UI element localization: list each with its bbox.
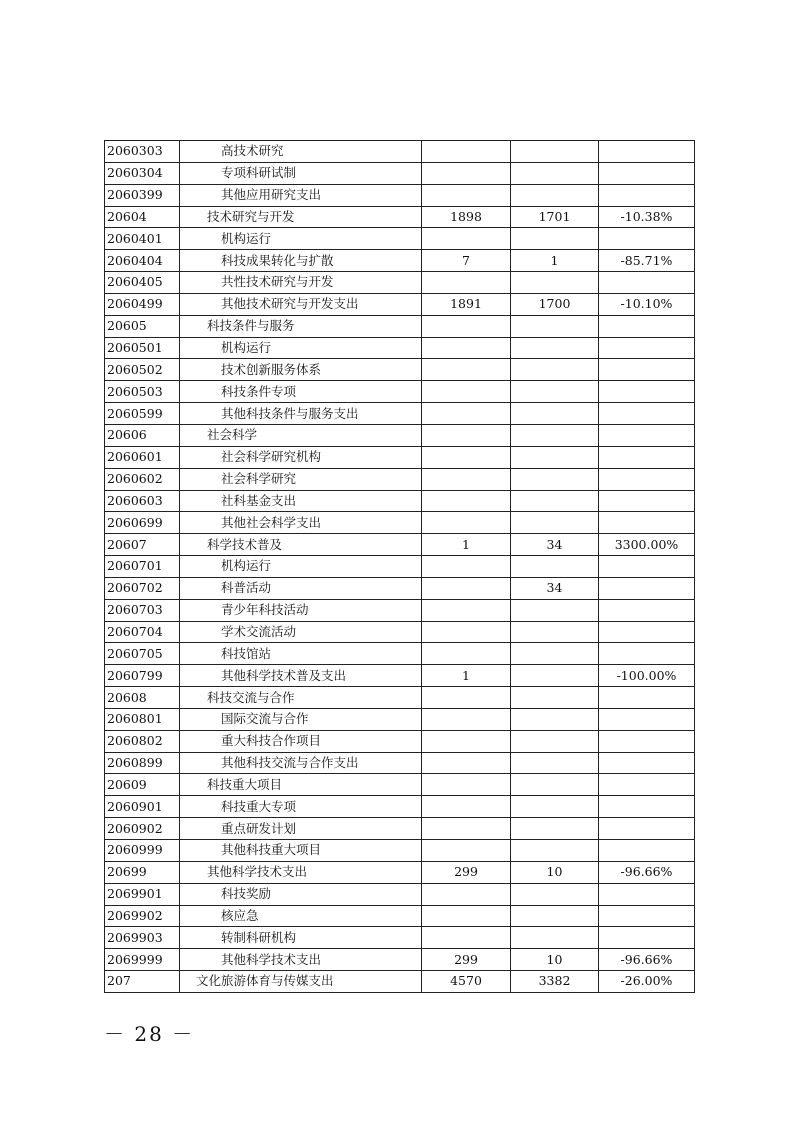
change-rate-cell (599, 927, 695, 949)
value-current-cell (511, 599, 599, 621)
value-current-cell (511, 665, 599, 687)
value-previous-cell (422, 927, 511, 949)
change-rate-cell (599, 424, 695, 446)
table-row (105, 818, 695, 840)
subject-code-cell: 2060603 (105, 490, 180, 512)
subject-name-cell: 技术创新服务体系 (180, 359, 422, 381)
table-row (105, 730, 695, 752)
value-current-cell: 10 (511, 861, 599, 883)
subject-name-cell: 其他社会科学支出 (180, 512, 422, 534)
change-rate-cell (599, 621, 695, 643)
value-previous-cell (422, 905, 511, 927)
value-previous-cell: 1 (422, 665, 511, 687)
subject-code-cell: 2060802 (105, 730, 180, 752)
change-rate-cell (599, 490, 695, 512)
change-rate-cell (599, 599, 695, 621)
subject-name-cell: 转制科研机构 (180, 927, 422, 949)
table-row (105, 424, 695, 446)
table-row (105, 577, 695, 599)
table-row (105, 162, 695, 184)
subject-code-cell: 2060399 (105, 184, 180, 206)
value-previous-cell (422, 490, 511, 512)
subject-code-cell: 2060699 (105, 512, 180, 534)
subject-code-cell: 2060404 (105, 250, 180, 272)
value-current-cell: 1 (511, 250, 599, 272)
value-current-cell (511, 228, 599, 250)
value-previous-cell (422, 599, 511, 621)
subject-code-cell: 20608 (105, 687, 180, 709)
subject-name-cell: 社科基金支出 (180, 490, 422, 512)
change-rate-cell: -26.00% (599, 971, 695, 993)
table-row (105, 643, 695, 665)
change-rate-cell (599, 883, 695, 905)
value-previous-cell (422, 577, 511, 599)
value-previous-cell: 4570 (422, 971, 511, 993)
subject-code-cell: 20606 (105, 424, 180, 446)
table-row (105, 534, 695, 556)
subject-name-cell: 其他科学技术支出 (180, 861, 422, 883)
table-row (105, 228, 695, 250)
subject-code-cell: 20609 (105, 774, 180, 796)
table-row (105, 949, 695, 971)
change-rate-cell (599, 643, 695, 665)
value-previous-cell (422, 162, 511, 184)
subject-code-cell: 2060702 (105, 577, 180, 599)
value-current-cell (511, 643, 599, 665)
value-previous-cell (422, 468, 511, 490)
subject-code-cell: 2060503 (105, 381, 180, 403)
table-row (105, 403, 695, 425)
change-rate-cell (599, 272, 695, 294)
change-rate-cell: -100.00% (599, 665, 695, 687)
subject-code-cell: 2069901 (105, 883, 180, 905)
value-previous-cell (422, 708, 511, 730)
table-row (105, 861, 695, 883)
subject-name-cell: 科学技术普及 (180, 534, 422, 556)
subject-code-cell: 2060899 (105, 752, 180, 774)
value-previous-cell (422, 512, 511, 534)
subject-code-cell: 2060599 (105, 403, 180, 425)
subject-code-cell: 2060801 (105, 708, 180, 730)
value-previous-cell (422, 141, 511, 163)
value-previous-cell (422, 752, 511, 774)
subject-name-cell: 文化旅游体育与传媒支出 (180, 971, 422, 993)
change-rate-cell (599, 752, 695, 774)
subject-name-cell: 社会科学研究机构 (180, 446, 422, 468)
value-current-cell: 3382 (511, 971, 599, 993)
change-rate-cell: -96.66% (599, 861, 695, 883)
value-current-cell (511, 184, 599, 206)
budget-table (104, 140, 695, 993)
subject-name-cell: 核应急 (180, 905, 422, 927)
value-previous-cell (422, 883, 511, 905)
value-current-cell: 10 (511, 949, 599, 971)
table-row (105, 206, 695, 228)
table-row (105, 621, 695, 643)
table-row (105, 752, 695, 774)
value-current-cell (511, 141, 599, 163)
subject-code-cell: 2060303 (105, 141, 180, 163)
subject-name-cell: 重大科技合作项目 (180, 730, 422, 752)
table-row (105, 796, 695, 818)
value-current-cell (511, 512, 599, 534)
table-row (105, 490, 695, 512)
table-row (105, 293, 695, 315)
value-previous-cell: 299 (422, 861, 511, 883)
subject-name-cell: 科技条件与服务 (180, 315, 422, 337)
subject-code-cell: 2060799 (105, 665, 180, 687)
change-rate-cell (599, 141, 695, 163)
value-current-cell (511, 752, 599, 774)
subject-name-cell: 科普活动 (180, 577, 422, 599)
change-rate-cell (599, 446, 695, 468)
value-current-cell (511, 381, 599, 403)
table-row (105, 599, 695, 621)
value-previous-cell: 7 (422, 250, 511, 272)
value-current-cell (511, 883, 599, 905)
subject-code-cell: 2060902 (105, 818, 180, 840)
subject-code-cell: 2060601 (105, 446, 180, 468)
subject-name-cell: 其他科学技术普及支出 (180, 665, 422, 687)
subject-code-cell: 20607 (105, 534, 180, 556)
subject-name-cell: 学术交流活动 (180, 621, 422, 643)
value-current-cell: 1701 (511, 206, 599, 228)
subject-name-cell: 科技条件专项 (180, 381, 422, 403)
value-current-cell (511, 774, 599, 796)
value-previous-cell (422, 796, 511, 818)
value-current-cell (511, 840, 599, 862)
table-row (105, 708, 695, 730)
table-row (105, 250, 695, 272)
subject-name-cell: 科技奖励 (180, 883, 422, 905)
table-row (105, 141, 695, 163)
subject-name-cell: 其他科技交流与合作支出 (180, 752, 422, 774)
value-previous-cell (422, 840, 511, 862)
subject-name-cell: 高技术研究 (180, 141, 422, 163)
subject-code-cell: 20605 (105, 315, 180, 337)
table-row (105, 883, 695, 905)
subject-code-cell: 207 (105, 971, 180, 993)
change-rate-cell: 3300.00% (599, 534, 695, 556)
subject-name-cell: 重点研发计划 (180, 818, 422, 840)
subject-name-cell: 社会科学 (180, 424, 422, 446)
table-body (105, 141, 695, 993)
change-rate-cell (599, 905, 695, 927)
table-row (105, 905, 695, 927)
value-current-cell (511, 272, 599, 294)
subject-code-cell: 2060405 (105, 272, 180, 294)
value-previous-cell (422, 315, 511, 337)
change-rate-cell (599, 840, 695, 862)
value-current-cell (511, 468, 599, 490)
table-row (105, 184, 695, 206)
table-row (105, 840, 695, 862)
subject-name-cell: 科技重大项目 (180, 774, 422, 796)
subject-code-cell: 2060499 (105, 293, 180, 315)
value-previous-cell (422, 184, 511, 206)
subject-code-cell: 2060304 (105, 162, 180, 184)
value-current-cell (511, 621, 599, 643)
change-rate-cell (599, 403, 695, 425)
change-rate-cell (599, 708, 695, 730)
subject-name-cell: 技术研究与开发 (180, 206, 422, 228)
value-previous-cell (422, 403, 511, 425)
value-previous-cell (422, 818, 511, 840)
table-row (105, 556, 695, 578)
value-previous-cell: 1 (422, 534, 511, 556)
change-rate-cell (599, 512, 695, 534)
subject-name-cell: 机构运行 (180, 337, 422, 359)
value-current-cell (511, 687, 599, 709)
value-current-cell: 1700 (511, 293, 599, 315)
value-current-cell (511, 446, 599, 468)
value-current-cell (511, 337, 599, 359)
table-row (105, 446, 695, 468)
subject-code-cell: 2069903 (105, 927, 180, 949)
table-row (105, 272, 695, 294)
value-current-cell (511, 556, 599, 578)
change-rate-cell (599, 162, 695, 184)
table-row (105, 687, 695, 709)
change-rate-cell (599, 184, 695, 206)
change-rate-cell (599, 468, 695, 490)
change-rate-cell: -85.71% (599, 250, 695, 272)
value-previous-cell (422, 359, 511, 381)
value-previous-cell (422, 424, 511, 446)
value-current-cell (511, 490, 599, 512)
subject-name-cell: 社会科学研究 (180, 468, 422, 490)
change-rate-cell (599, 228, 695, 250)
value-previous-cell (422, 643, 511, 665)
subject-name-cell: 机构运行 (180, 228, 422, 250)
table-row (105, 927, 695, 949)
value-current-cell (511, 796, 599, 818)
change-rate-cell (599, 315, 695, 337)
value-previous-cell (422, 730, 511, 752)
subject-code-cell: 2069999 (105, 949, 180, 971)
table-row (105, 468, 695, 490)
table-row (105, 971, 695, 993)
table-row (105, 359, 695, 381)
change-rate-cell (599, 359, 695, 381)
subject-name-cell: 科技馆站 (180, 643, 422, 665)
value-current-cell (511, 730, 599, 752)
subject-code-cell: 2060901 (105, 796, 180, 818)
table-row (105, 512, 695, 534)
value-previous-cell (422, 621, 511, 643)
table-row (105, 774, 695, 796)
change-rate-cell (599, 381, 695, 403)
subject-code-cell: 2060705 (105, 643, 180, 665)
change-rate-cell (599, 730, 695, 752)
subject-name-cell: 科技交流与合作 (180, 687, 422, 709)
change-rate-cell (599, 577, 695, 599)
subject-code-cell: 2060401 (105, 228, 180, 250)
value-current-cell (511, 424, 599, 446)
value-current-cell (511, 708, 599, 730)
change-rate-cell (599, 556, 695, 578)
value-previous-cell: 299 (422, 949, 511, 971)
value-current-cell (511, 403, 599, 425)
subject-name-cell: 其他科技重大项目 (180, 840, 422, 862)
subject-name-cell: 其他科技条件与服务支出 (180, 403, 422, 425)
table-row (105, 381, 695, 403)
subject-code-cell: 2060501 (105, 337, 180, 359)
value-current-cell (511, 162, 599, 184)
subject-name-cell: 科技重大专项 (180, 796, 422, 818)
change-rate-cell: -10.10% (599, 293, 695, 315)
value-previous-cell (422, 228, 511, 250)
subject-name-cell: 科技成果转化与扩散 (180, 250, 422, 272)
change-rate-cell: -96.66% (599, 949, 695, 971)
table-row (105, 337, 695, 359)
change-rate-cell (599, 687, 695, 709)
change-rate-cell (599, 796, 695, 818)
subject-code-cell: 2069902 (105, 905, 180, 927)
value-previous-cell: 1891 (422, 293, 511, 315)
value-current-cell (511, 818, 599, 840)
value-current-cell: 34 (511, 534, 599, 556)
subject-code-cell: 2060502 (105, 359, 180, 381)
table-row (105, 315, 695, 337)
value-previous-cell (422, 446, 511, 468)
subject-code-cell: 2060704 (105, 621, 180, 643)
value-current-cell (511, 905, 599, 927)
subject-code-cell: 2060602 (105, 468, 180, 490)
value-previous-cell (422, 687, 511, 709)
subject-name-cell: 共性技术研究与开发 (180, 272, 422, 294)
table-row (105, 665, 695, 687)
subject-name-cell: 其他应用研究支出 (180, 184, 422, 206)
value-previous-cell (422, 381, 511, 403)
change-rate-cell (599, 774, 695, 796)
page-number: － 28 － (104, 1022, 195, 1046)
value-previous-cell (422, 272, 511, 294)
change-rate-cell (599, 818, 695, 840)
value-current-cell (511, 927, 599, 949)
value-previous-cell (422, 337, 511, 359)
change-rate-cell (599, 337, 695, 359)
value-current-cell (511, 359, 599, 381)
subject-code-cell: 2060703 (105, 599, 180, 621)
value-current-cell (511, 315, 599, 337)
subject-name-cell: 其他科学技术支出 (180, 949, 422, 971)
value-previous-cell: 1898 (422, 206, 511, 228)
change-rate-cell: -10.38% (599, 206, 695, 228)
subject-code-cell: 20699 (105, 861, 180, 883)
subject-name-cell: 其他技术研究与开发支出 (180, 293, 422, 315)
subject-code-cell: 2060999 (105, 840, 180, 862)
subject-name-cell: 国际交流与合作 (180, 708, 422, 730)
subject-name-cell: 机构运行 (180, 556, 422, 578)
subject-name-cell: 专项科研试制 (180, 162, 422, 184)
subject-code-cell: 20604 (105, 206, 180, 228)
value-current-cell: 34 (511, 577, 599, 599)
subject-code-cell: 2060701 (105, 556, 180, 578)
value-previous-cell (422, 556, 511, 578)
value-previous-cell (422, 774, 511, 796)
subject-name-cell: 青少年科技活动 (180, 599, 422, 621)
